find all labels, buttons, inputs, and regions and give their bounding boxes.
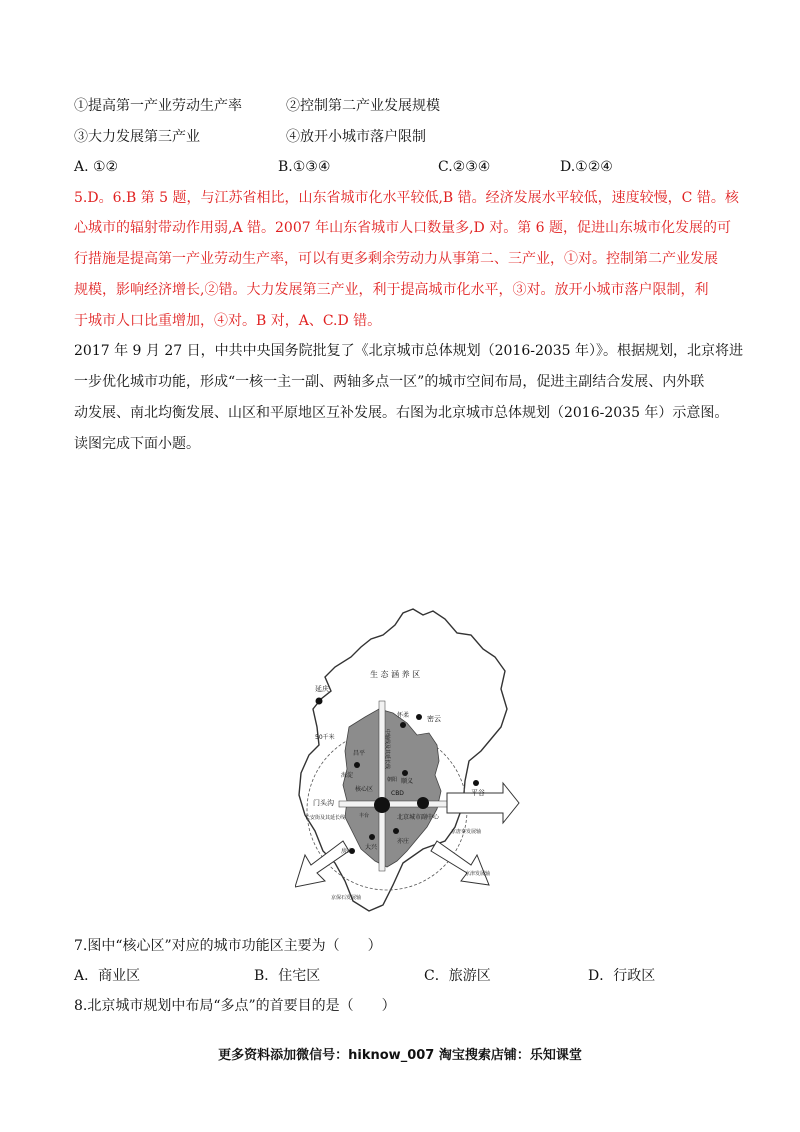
tongzhou-dot <box>417 797 429 809</box>
q8-stem: 8.北京城市规划中布局“多点”的首要目的是（ ） <box>74 998 396 1014</box>
label-eco: 生 态 涵 养 区 <box>370 670 421 679</box>
daxing-dot <box>369 834 375 840</box>
answer-line: 于城市人口比重增加，④对。B 对，A、C.D 错。 <box>74 313 382 329</box>
label-shunyi: 顺义 <box>401 778 414 785</box>
label-yizhuang: 亦庄 <box>397 838 410 845</box>
choice-b: B.①③④ <box>278 159 331 175</box>
passage-line: 一步优化城市功能，形成“一核一主一副、两轴多点一区”的城市空间布局，促进主副结合发展、内外联 <box>74 374 705 390</box>
label-chaoyang: 朝阳 <box>387 777 398 783</box>
yizhuang-dot <box>393 828 399 834</box>
option-4: ④放开小城市落户限制 <box>286 129 426 145</box>
beijing-plan-map <box>295 605 545 920</box>
pinggu-dot <box>473 780 479 786</box>
core-area <box>374 797 390 813</box>
label-cbd: CBD <box>391 790 404 797</box>
passage-line: 读图完成下面小题。 <box>74 436 200 452</box>
choice-d: D.①②④ <box>560 159 613 175</box>
label-ring: 50千米 <box>315 734 335 741</box>
option-2: ②控制第二产业发展规模 <box>286 98 440 114</box>
choice-a: A. ①② <box>74 159 119 175</box>
q7-choice-b: B．住宅区 <box>254 968 321 984</box>
jingjin-arrow <box>431 841 489 885</box>
label-fangshan: 房山 <box>341 848 354 855</box>
label-mentougou: 门头沟 <box>313 799 334 807</box>
huairou-dot <box>400 722 406 728</box>
q7-choice-a: A．商业区 <box>74 968 141 984</box>
label-changping: 昌平 <box>353 750 366 757</box>
label-daxing: 大兴 <box>365 844 378 851</box>
central-axis <box>379 701 385 871</box>
label-yanqing: 延庆 <box>315 685 329 693</box>
option-3: ③大力发展第三产业 <box>74 129 200 145</box>
label-core: 核心区 <box>355 786 374 793</box>
label-fengtai: 丰台 <box>359 813 370 819</box>
label-haidian: 海淀 <box>341 772 354 779</box>
answer-line: 行措施是提高第一产业劳动生产率，可以有更多剩余劳动力从事第二、三产业，①对。控制第二产业发展 <box>74 251 718 267</box>
label-miyun: 密云 <box>427 715 441 723</box>
answer-line: 心城市的辐射带动作用弱,A 错。2007 年山东省城市人口数量多,D 对。第 6 题，促进山东城市化发展的可 <box>74 220 732 236</box>
footer-promo: 更多资料添加微信号：hiknow_007 淘宝搜索店铺：乐知课堂 <box>218 1048 582 1063</box>
label-jingbao: 京保石发展轴 <box>331 895 362 901</box>
yanqing-dot <box>316 698 323 705</box>
q7-stem: 7.图中“核心区”对应的城市功能区主要为（ ） <box>74 938 382 954</box>
changping-dot <box>354 762 360 768</box>
passage-line: 动发展、南北均衡发展、山区和平原地区互补发展。右图为北京城市总体规划（2016-2035 年）示意图。 <box>74 405 729 421</box>
q7-choice-d: D．行政区 <box>588 968 656 984</box>
label-changan: 长安街及其延长线 <box>305 815 346 821</box>
passage-line: 2017 年 9 月 27 日，中共中央国务院批复了《北京城市总体规划（2016-2035 年）》。根据规划，北京将进 <box>74 343 744 359</box>
label-huairou: 怀柔 <box>397 712 410 719</box>
answer-line: 规模，影响经济增长,②错。大力发展第三产业，利于提高城市化水平，③对。放开小城市落户限制，利 <box>74 282 709 298</box>
shunyi-dot <box>402 770 408 776</box>
answer-line: 5.D。6.B 第 5 题，与江苏省相比，山东省城市化水平较低,B 错。经济发展水平较低，速度较慢，C 错。核 <box>74 190 739 206</box>
choice-c: C.②③④ <box>438 159 491 175</box>
miyun-dot <box>416 714 422 720</box>
q7-choice-c: C．旅游区 <box>424 968 491 984</box>
label-jingjin: 京津发展轴 <box>465 871 491 877</box>
label-jingtang: 京唐秦发展轴 <box>451 829 482 835</box>
option-1: ①提高第一产业劳动生产率 <box>74 98 242 114</box>
label-pinggu: 平谷 <box>471 789 485 797</box>
changan-axis <box>339 801 447 807</box>
label-axis: 中轴线及其延长线 <box>384 729 390 770</box>
label-tongzhou: 北京城市副中心 <box>397 814 440 821</box>
